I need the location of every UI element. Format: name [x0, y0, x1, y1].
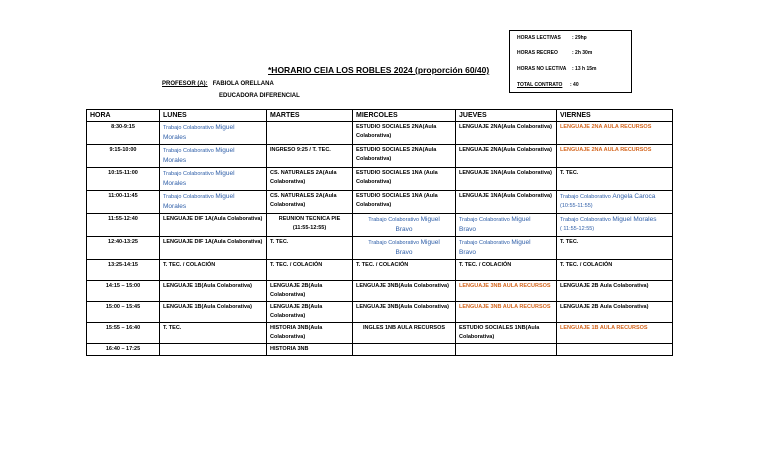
header-lunes: LUNES — [160, 110, 267, 122]
header-jueves: JUEVES — [456, 110, 557, 122]
cell-lunes: Trabajo Colaborativo Miguel Morales — [160, 145, 267, 168]
cell-hora: 11:55-12:40 — [87, 214, 160, 237]
cell-martes: LENGUAJE 2B(Aula Colaborativa) — [267, 281, 353, 302]
cell-hora: 13:25-14:15 — [87, 260, 160, 281]
cell-lunes: Trabajo Colaborativo Miguel Morales — [160, 168, 267, 191]
cell-jueves: ESTUDIO SOCIALES 1NB(Aula Colaborativa) — [456, 323, 557, 344]
cell-viernes: LENGUAJE 1B AULA RECURSOS — [557, 323, 673, 344]
cell-hora: 11:00-11:45 — [87, 191, 160, 214]
horas-lectivas-value: : 29hp — [572, 35, 587, 41]
cell-lunes: T. TEC. / COLACIÓN — [160, 260, 267, 281]
cell-jueves: T. TEC. / COLACIÓN — [456, 260, 557, 281]
table-row — [87, 145, 673, 168]
hours-summary-box — [509, 30, 632, 93]
cell-viernes: LENGUAJE 2B Aula Colaborativa) — [557, 302, 673, 323]
header-martes: MARTES — [267, 110, 353, 122]
cell-viernes: Trabajo Colaborativo Angela Caroca (10:55-11:55) — [557, 191, 673, 214]
header-miercoles: MIERCOLES — [353, 110, 456, 122]
page-title: *HORARIO CEIA LOS ROBLES 2024 (proporción 60/40) — [268, 65, 490, 75]
cell-hora: 15:00 – 15:45 — [87, 302, 160, 323]
cell-miercoles: LENGUAJE 3NB(Aula Colaborativa) — [353, 302, 456, 323]
cell-miercoles: LENGUAJE 3NB(Aula Colaborativa) — [353, 281, 456, 302]
header-viernes: VIERNES — [557, 110, 673, 122]
cell-hora: 12:40-13:25 — [87, 237, 160, 260]
total-contrato-value: : 40 — [570, 82, 579, 88]
cell-lunes: LENGUAJE 1B(Aula Colaborativa) — [160, 302, 267, 323]
horas-lectivas-label: HORAS LECTIVAS — [517, 35, 561, 41]
cell-jueves: LENGUAJE 3NB AULA RECURSOS — [456, 302, 557, 323]
cell-hora: 8:30-9:15 — [87, 122, 160, 145]
cell-lunes: LENGUAJE DIF 1A(Aula Colaborativa) — [160, 214, 267, 237]
cell-jueves — [456, 344, 557, 356]
table-header-row — [87, 110, 673, 122]
cell-lunes: Trabajo Colaborativo Miguel Morales — [160, 122, 267, 145]
table-row — [87, 214, 673, 237]
cell-miercoles: Trabajo Colaborativo Miguel Bravo — [353, 214, 456, 237]
header-hora: HORA — [87, 110, 160, 122]
cell-miercoles: INGLES 1NB AULA RECURSOS — [353, 323, 456, 344]
cell-jueves: Trabajo Colaborativo Miguel Bravo — [456, 214, 557, 237]
cell-viernes: LENGUAJE 2B Aula Colaborativa) — [557, 281, 673, 302]
table-row — [87, 302, 673, 323]
profesor-label: PROFESOR (A): — [162, 81, 208, 87]
cell-miercoles: T. TEC. / COLACIÓN — [353, 260, 456, 281]
table-row — [87, 344, 673, 356]
cell-martes: CS. NATURALES 2A(Aula Colaborativa) — [267, 168, 353, 191]
cell-martes — [267, 122, 353, 145]
cell-lunes — [160, 344, 267, 356]
cell-martes: LENGUAJE 2B(Aula Colaborativa) — [267, 302, 353, 323]
total-contrato-label: TOTAL CONTRATO — [517, 82, 563, 88]
cell-lunes: LENGUAJE DIF 1A(Aula Colaborativa) — [160, 237, 267, 260]
cell-viernes — [557, 344, 673, 356]
cell-miercoles: ESTUDIO SOCIALES 1NA (Aula Colaborativa) — [353, 191, 456, 214]
cell-jueves: Trabajo Colaborativo Miguel Bravo — [456, 237, 557, 260]
profesor-name: FABIOLA ORELLANA — [212, 81, 274, 87]
cell-martes: INGRESO 9:25 / T. TEC. — [267, 145, 353, 168]
cell-martes: CS. NATURALES 2A(Aula Colaborativa) — [267, 191, 353, 214]
cell-hora: 16:40 – 17:25 — [87, 344, 160, 356]
cell-viernes: Trabajo Colaborativo Miguel Morales ( 11:55-12:55) — [557, 214, 673, 237]
cell-miercoles: ESTUDIO SOCIALES 2NA(Aula Colaborativa) — [353, 122, 456, 145]
cell-miercoles — [353, 344, 456, 356]
cell-viernes: LENGUAJE 2NA AULA RECURSOS — [557, 145, 673, 168]
cell-viernes: T. TEC. — [557, 237, 673, 260]
table-row — [87, 191, 673, 214]
cell-martes: REUNION TECNICA PIE (11:55-12:55) — [267, 214, 353, 237]
cell-lunes: Trabajo Colaborativo Miguel Morales — [160, 191, 267, 214]
cell-hora: 15:55 – 16:40 — [87, 323, 160, 344]
cell-viernes: T. TEC. — [557, 168, 673, 191]
cell-jueves: LENGUAJE 1NA(Aula Colaborativa) — [456, 168, 557, 191]
horas-recreo-value: : 2h 30m — [572, 50, 593, 56]
cell-miercoles: ESTUDIO SOCIALES 2NA(Aula Colaborativa) — [353, 145, 456, 168]
cell-jueves: LENGUAJE 3NB AULA RECURSOS — [456, 281, 557, 302]
table-row — [87, 122, 673, 145]
cell-hora: 10:15-11:00 — [87, 168, 160, 191]
cell-hora: 9:15-10:00 — [87, 145, 160, 168]
profesor-line — [162, 81, 274, 87]
cell-lunes: T. TEC. — [160, 323, 267, 344]
cell-jueves: LENGUAJE 2NA(Aula Colaborativa) — [456, 122, 557, 145]
cell-hora: 14:15 – 15:00 — [87, 281, 160, 302]
table-row — [87, 260, 673, 281]
table-row — [87, 168, 673, 191]
table-row — [87, 237, 673, 260]
cell-martes: T. TEC. / COLACIÓN — [267, 260, 353, 281]
horas-no-lectiva-label: HORAS NO LECTIVA — [517, 66, 567, 72]
cell-jueves: LENGUAJE 1NA(Aula Colaborativa) — [456, 191, 557, 214]
cell-martes: T. TEC. — [267, 237, 353, 260]
cell-jueves: LENGUAJE 2NA(Aula Colaborativa) — [456, 145, 557, 168]
horas-recreo-label: HORAS RECREO — [517, 50, 558, 56]
cell-martes: HISTORIA 3NB — [267, 344, 353, 356]
table-row — [87, 323, 673, 344]
cell-viernes: LENGUAJE 2NA AULA RECURSOS — [557, 122, 673, 145]
cell-lunes: LENGUAJE 1B(Aula Colaborativa) — [160, 281, 267, 302]
cell-martes: HISTORIA 3NB(Aula Colaborativa) — [267, 323, 353, 344]
cell-miercoles: ESTUDIO SOCIALES 1NA (Aula Colaborativa) — [353, 168, 456, 191]
horas-no-lectiva-value: : 13 h 15m — [572, 66, 597, 72]
table-row — [87, 281, 673, 302]
cell-miercoles: Trabajo Colaborativo Miguel Bravo — [353, 237, 456, 260]
cell-viernes: T. TEC. / COLACIÓN — [557, 260, 673, 281]
schedule-table — [86, 109, 673, 356]
profesor-role: EDUCADORA DIFERENCIAL — [219, 93, 300, 99]
